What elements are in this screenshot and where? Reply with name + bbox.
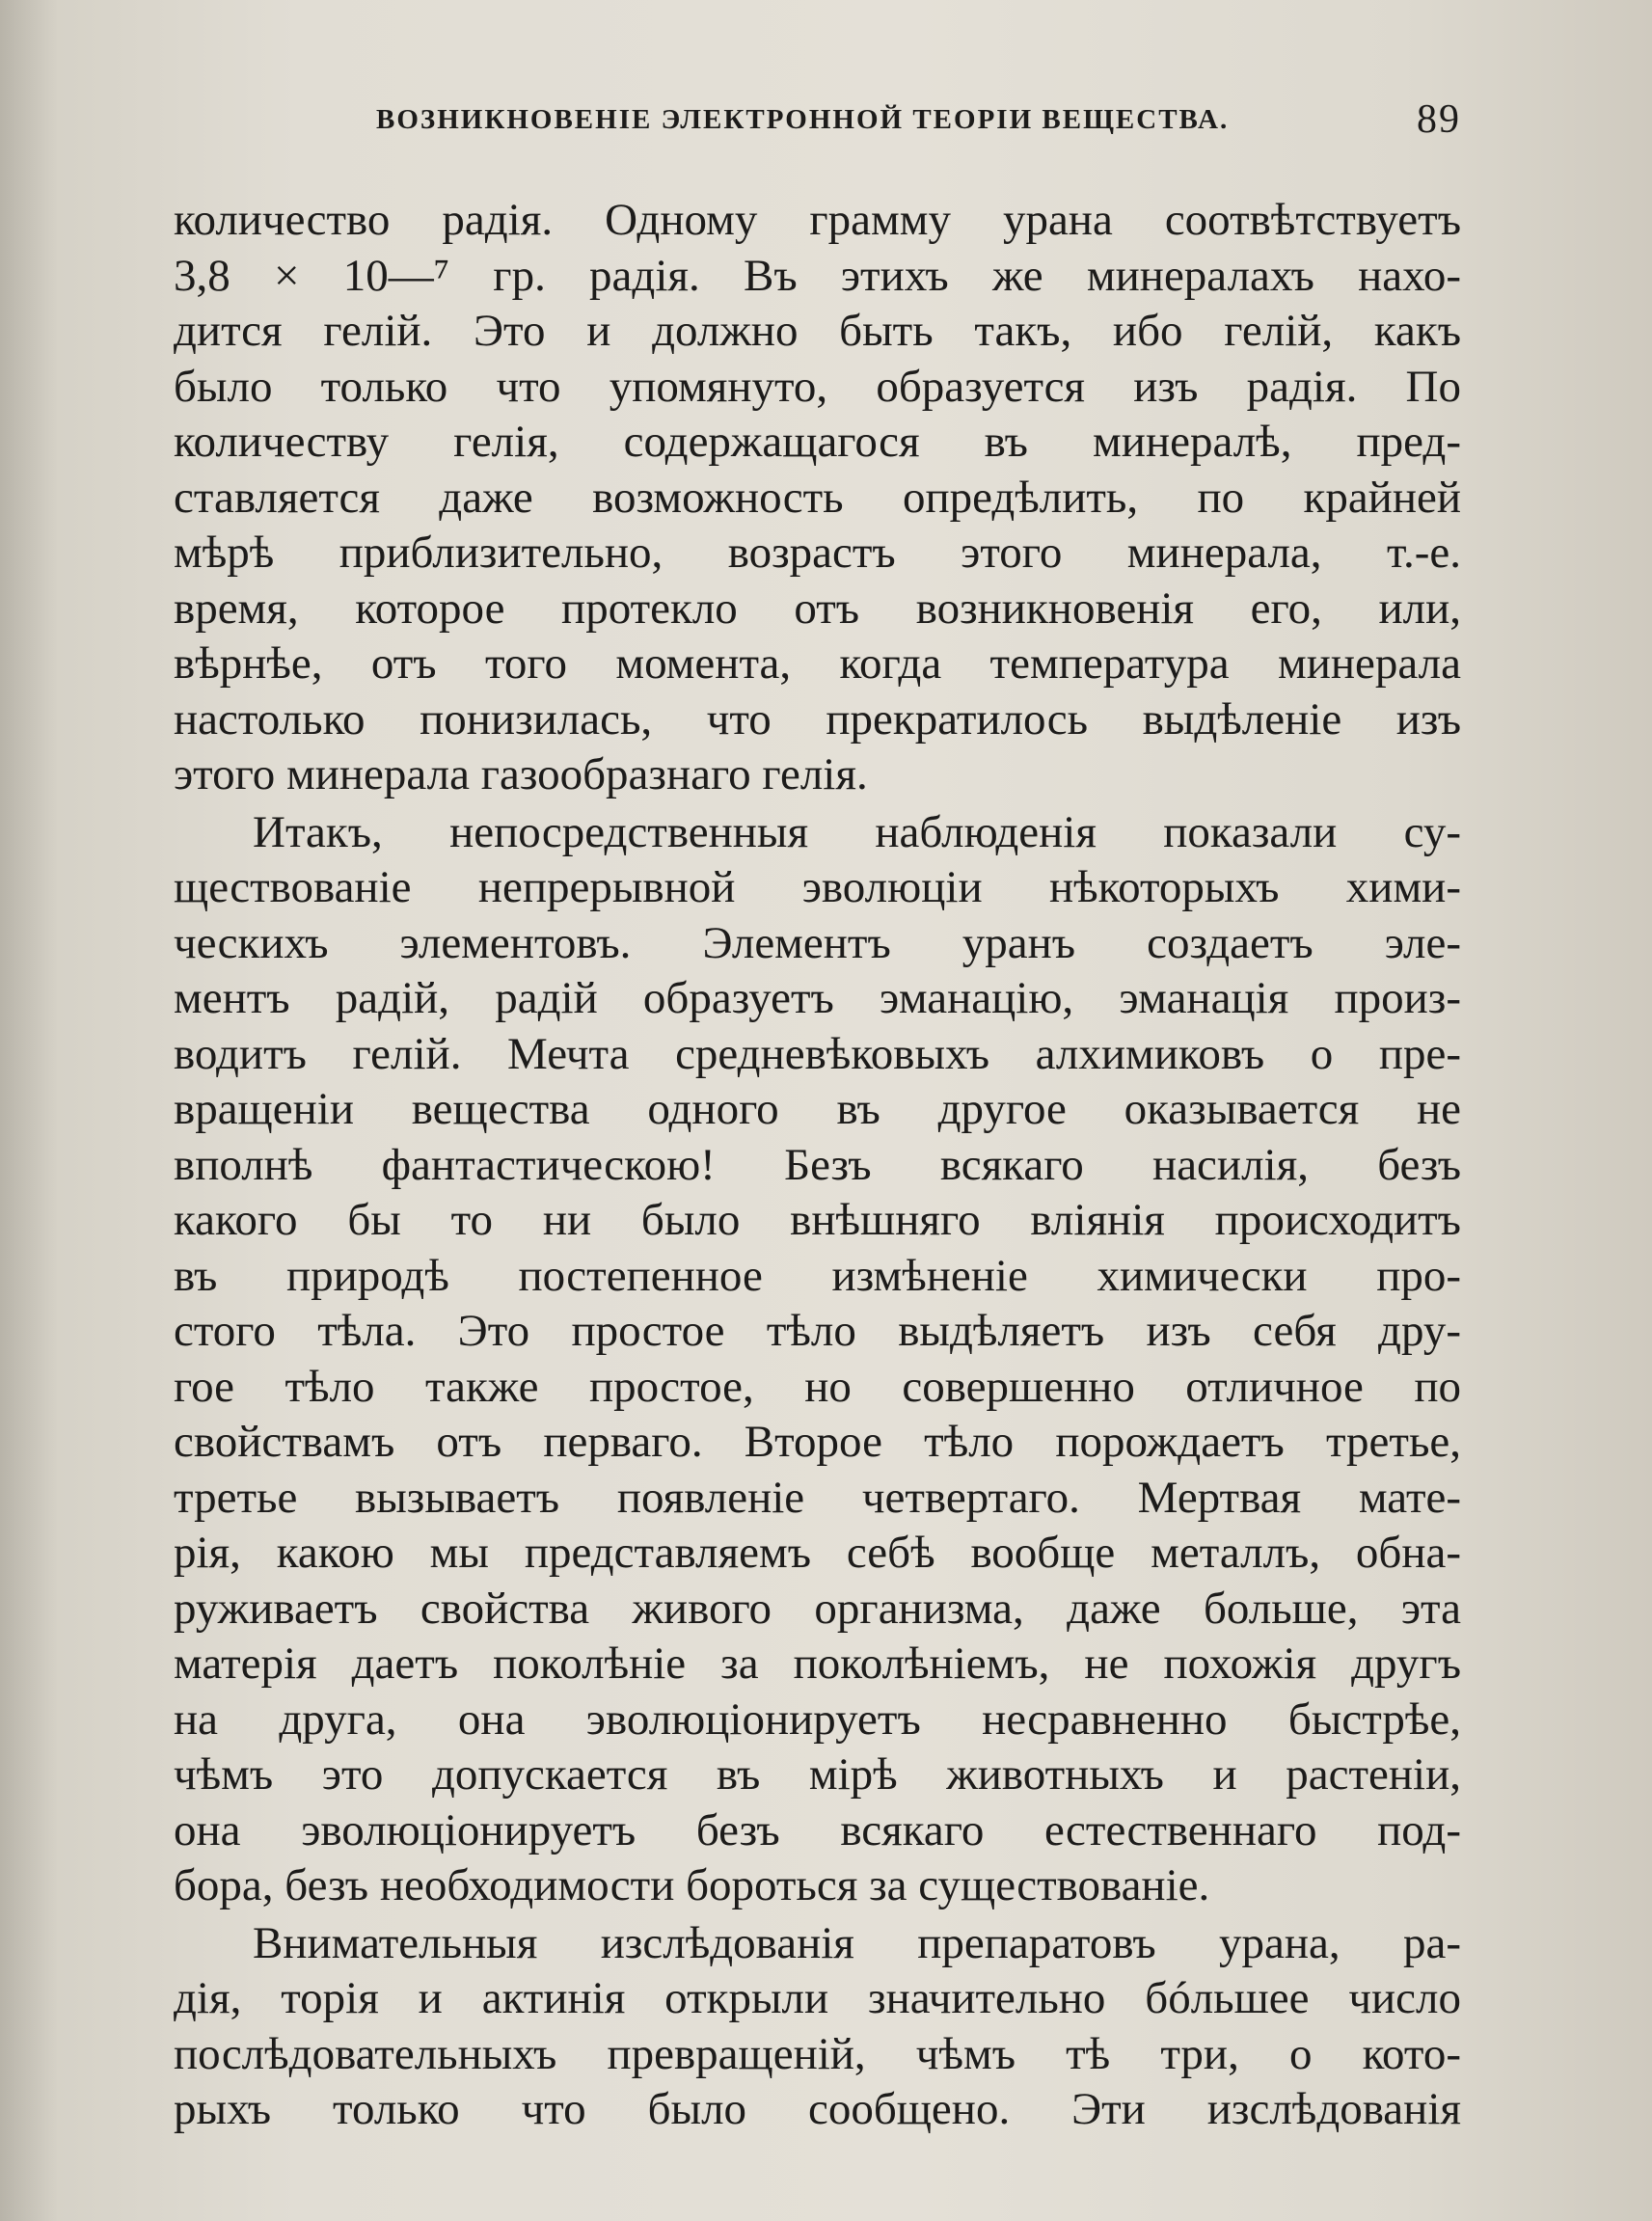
text-line: настолько понизилась, что прекратилось выдѣленіе изъ (174, 693, 1461, 745)
text-line: гое тѣло также простое, но совершенно отличное по (174, 1361, 1461, 1412)
text-line: чѣмъ это допускается въ мірѣ животныхъ и растеніи, (174, 1749, 1461, 1800)
text-line: ческихъ элементовъ. Элементъ уранъ создаетъ эле- (174, 917, 1461, 968)
text-line: количеству гелія, содержащагося въ минералѣ, пред- (174, 417, 1461, 467)
text-line: ществованіе непрерывной эволюціи нѣкоторыхъ хими- (174, 862, 1461, 912)
text-line: дія, торія и актинія открыли значительно бóльшее число (174, 1973, 1461, 2023)
text-line: было только что упомянуто, образуется изъ радія. По (174, 361, 1461, 412)
text-line: въ природѣ постепенное измѣненіе химически про- (174, 1250, 1461, 1301)
text-line: какого бы то ни было внѣшняго вліянія происходитъ (174, 1195, 1461, 1245)
text-line: третье вызываетъ появленіе четвертаго. Мертвая мате- (174, 1472, 1461, 1523)
text-line: рыхъ только что было сообщено. Эти изслѣдованія (174, 2084, 1461, 2134)
page-number: 89 (1417, 97, 1461, 142)
text-line: мѣрѣ приблизительно, возрастъ этого минерала, т.-е. (174, 528, 1461, 578)
text-line: матерія даетъ поколѣніе за поколѣніемъ, не похожія другъ (174, 1639, 1461, 1689)
page-header (174, 98, 1461, 152)
text-line: 3,8 × 10—⁷ гр. радія. Въ этихъ же минералахъ нахо- (174, 250, 1461, 301)
text-line: этого минерала газообразнаго гелія. (174, 749, 868, 799)
text-line: вполнѣ фантастическою! Безъ всякаго насилія, безъ (174, 1139, 1461, 1190)
text-line: Итакъ, непосредственныя наблюденія показали су- (253, 806, 1461, 857)
text-line: на друга, она эволюціонируетъ несравненно быстрѣе, (174, 1693, 1461, 1745)
running-title: ВОЗНИКНОВЕНІЕ ЭЛЕКТРОННОЙ ТЕОРІИ ВЕЩЕСТВА. (376, 104, 1230, 135)
text-line: свойствамъ отъ перваго. Второе тѣло порождаетъ третье, (174, 1417, 1461, 1467)
text-line: рія, какою мы представляемъ себѣ вообще металлъ, обна- (174, 1528, 1461, 1578)
text-line: вращеніи вещества одного въ другое оказывается не (174, 1084, 1461, 1134)
text-line: послѣдовательныхъ превращеній, чѣмъ тѣ три, о кото- (174, 2028, 1461, 2079)
paragraph-3 (174, 1916, 1461, 2138)
text-line: стого тѣла. Это простое тѣло выдѣляетъ изъ себя дру- (174, 1306, 1461, 1356)
text-line: количество радія. Одному грамму урана соотвѣтствуетъ (174, 195, 1461, 245)
paragraph-2 (174, 805, 1461, 1914)
text-line: бора, безъ необходимости бороться за существованіе. (174, 1860, 1210, 1910)
text-line: дится гелій. Это и должно быть такъ, ибо гелій, какъ (174, 306, 1461, 356)
text-line: она эволюціонируетъ безъ всякаго естественнаго под- (174, 1804, 1461, 1855)
page-gutter-shade (0, 0, 58, 2221)
text-line: ментъ радій, радій образуетъ эманацію, эманація произ- (174, 973, 1461, 1023)
text-line: руживаетъ свойства живого организма, даже больше, эта (174, 1583, 1461, 1634)
text-line: водитъ гелій. Мечта средневѣковыхъ алхимиковъ о пре- (174, 1028, 1461, 1079)
text-line: Внимательныя изслѣдованія препаратовъ урана, ра- (253, 1917, 1461, 1968)
text-line: вѣрнѣе, отъ того момента, когда температура минерала (174, 638, 1461, 689)
text-line: время, которое протекло отъ возникновенія его, или, (174, 582, 1461, 634)
text-line: ставляется даже возможность опредѣлить, по крайней (174, 472, 1461, 523)
body-text (174, 193, 1461, 2138)
paragraph-1 (174, 193, 1461, 803)
